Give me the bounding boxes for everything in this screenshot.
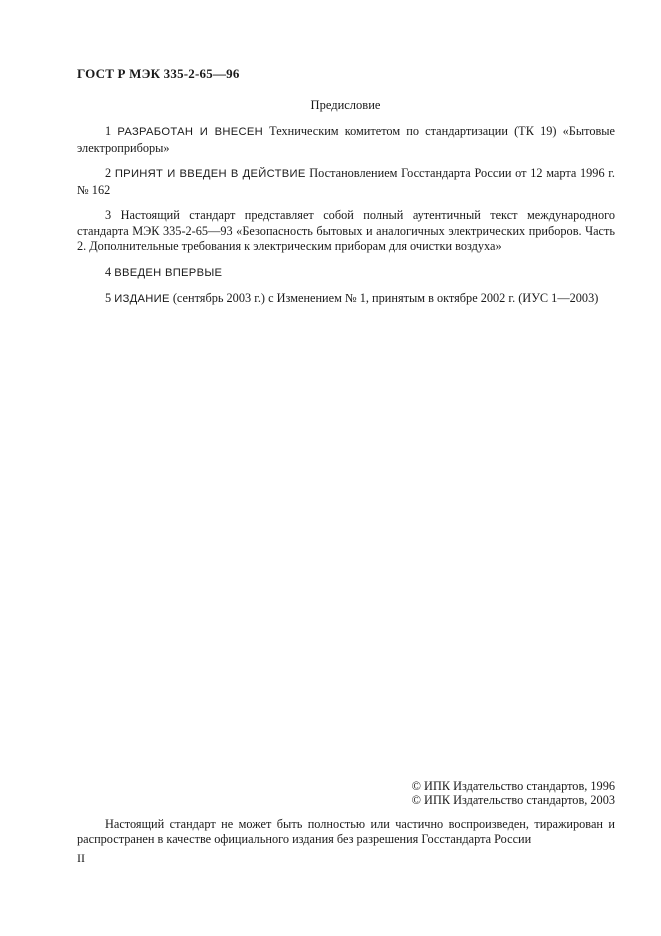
item-number: 1: [105, 124, 112, 138]
item-caps: ИЗДАНИЕ: [114, 293, 170, 305]
item-text: Настоящий стандарт представляет собой полный аутентичный текст международного стандарта МЭК 335-2-65—93 «Безопасность бытовых и аналогичных электрических приборов. Часть 2. Дополнительные требования к электрическим приборам для очистки воздуха»: [77, 208, 615, 253]
item-text: (сентябрь 2003 г.) с Изменением № 1, принятым в октябре 2002 г. (ИУС 1—2003): [169, 291, 599, 305]
copyright-line-2003: © ИПК Издательство стандартов, 2003: [411, 793, 615, 807]
foreword-items: [77, 124, 615, 318]
item-number: 5: [105, 291, 112, 305]
foreword-item-3: [77, 208, 615, 255]
copyright-line-1996: © ИПК Издательство стандартов, 1996: [411, 779, 615, 793]
section-title: Предисловие: [310, 98, 381, 112]
item-caps: ВВЕДЕН ВПЕРВЫЕ: [114, 266, 223, 279]
reproduction-notice: Настоящий стандарт не может быть полностью или частично воспроизведен, тиражирован и распространен в качестве официального издания без разрешения Госстандарта России: [77, 817, 615, 846]
standard-code: ГОСТ Р МЭК 335-2-65—96: [77, 66, 240, 81]
foreword-item-5: [77, 291, 615, 308]
item-number: 4: [105, 264, 112, 279]
item-caps: РАЗРАБОТАН И ВНЕСЕН: [117, 126, 264, 138]
page-number: II: [77, 851, 85, 865]
item-text: Техническим комитетом по стандартизации (ТК 19) «Бытовые электроприборы»: [77, 124, 615, 155]
foreword-item-2: [77, 166, 615, 198]
item-caps: ПРИНЯТ И ВВЕДЕН В ДЕЙСТВИЕ: [114, 168, 306, 180]
item-number: 3: [105, 208, 112, 222]
copyright-block: [330, 779, 615, 807]
foreword-item-4: [77, 265, 615, 282]
item-number: 2: [105, 166, 112, 180]
item-text: Постановлением Госстандарта России от 12 марта 1996 г. № 162: [77, 166, 615, 197]
foreword-item-1: [77, 124, 615, 156]
